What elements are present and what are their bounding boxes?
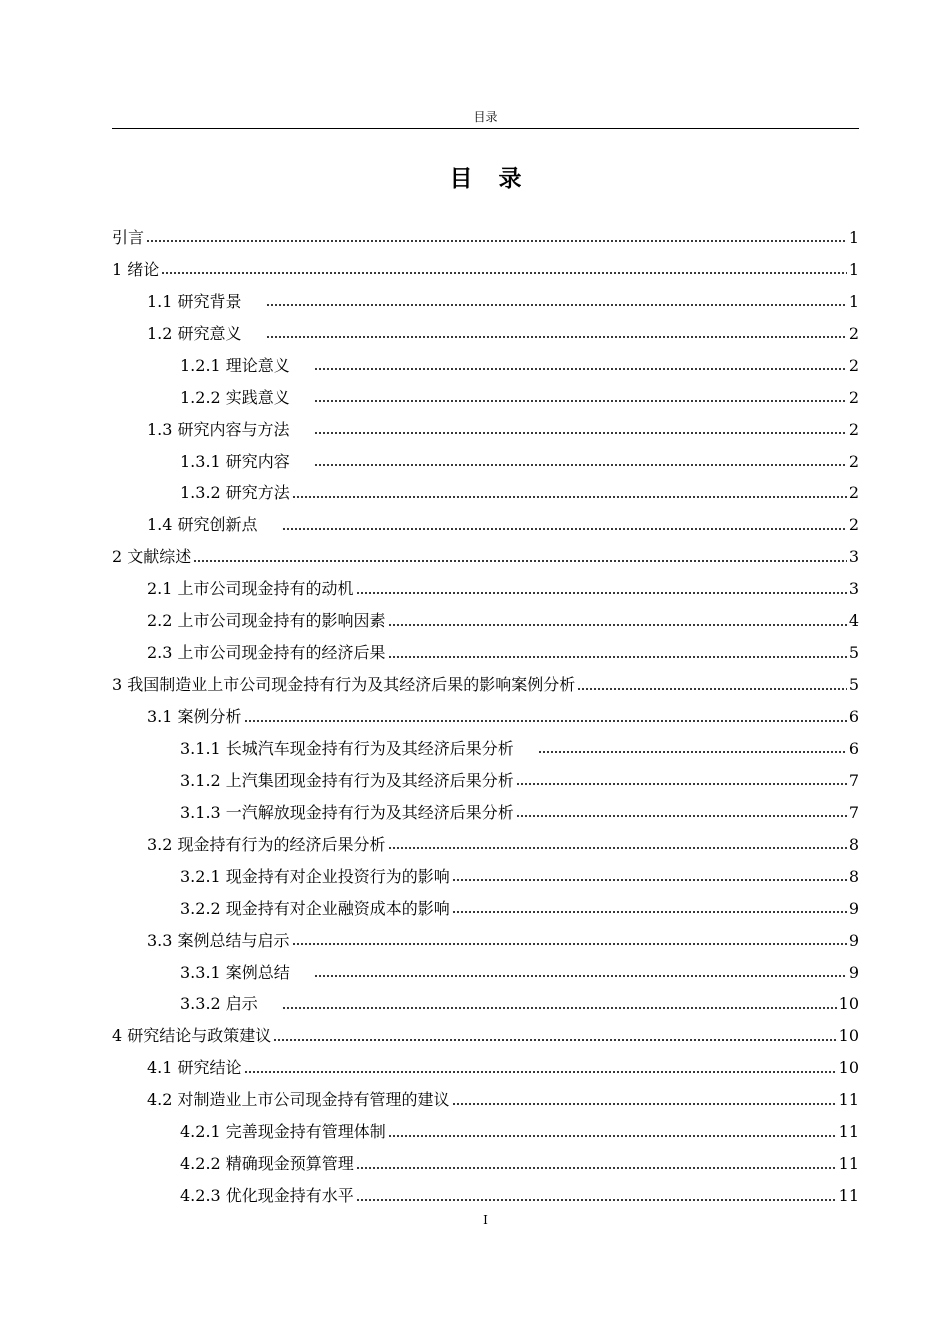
toc-entry-label: 3.3.2 启示	[180, 994, 258, 1014]
toc-entry-label: 4.2 对制造业上市公司现金持有管理的建议	[147, 1090, 450, 1110]
toc-entry-label: 2 文献综述	[112, 547, 192, 567]
toc-entry-page: 5	[848, 675, 859, 695]
toc-entry-label: 3.1.2 上汽集团现金持有行为及其经济后果分析	[180, 770, 514, 790]
toc-leader-dots	[282, 527, 847, 531]
toc-entry[interactable]	[112, 509, 859, 541]
toc-entry[interactable]	[112, 478, 859, 510]
toc-entry[interactable]	[112, 989, 859, 1021]
toc-leader-dots	[314, 399, 847, 403]
page-title-char-1: 目	[449, 166, 473, 192]
toc-leader-dots	[314, 463, 847, 467]
toc-entry-page: 10	[838, 1026, 859, 1046]
toc-entry-page: 9	[848, 930, 859, 950]
toc-entry-label: 1.1 研究背景	[147, 291, 242, 311]
toc-entry-label: 2.1 上市公司现金持有的动机	[147, 579, 354, 599]
running-header: 目录	[473, 110, 498, 124]
toc-entry-page: 1	[848, 259, 859, 279]
toc-leader-dots	[516, 814, 847, 818]
toc-entry-page: 2	[848, 355, 859, 375]
toc-entry-label: 4 研究结论与政策建议	[112, 1026, 272, 1046]
toc-entry[interactable]	[112, 541, 859, 573]
toc-entry[interactable]	[112, 1180, 859, 1212]
toc-entry[interactable]	[112, 414, 859, 446]
toc-entry-page: 11	[838, 1186, 859, 1206]
toc-entry[interactable]	[112, 573, 859, 605]
page-title	[112, 163, 859, 195]
toc-leader-dots	[282, 1006, 837, 1010]
toc-entry-page: 9	[848, 962, 859, 982]
toc-entry-label: 4.2.2 精确现金预算管理	[180, 1154, 354, 1174]
table-of-contents	[112, 222, 859, 1212]
toc-entry[interactable]	[112, 318, 859, 350]
toc-entry-label: 3.1.1 长城汽车现金持有行为及其经济后果分析	[180, 738, 514, 758]
toc-entry[interactable]	[112, 446, 859, 478]
toc-entry-label: 3.3 案例总结与启示	[147, 930, 290, 950]
toc-leader-dots	[314, 974, 847, 978]
toc-leader-dots	[452, 878, 847, 882]
toc-entry-label: 4.2.1 完善现金持有管理体制	[180, 1122, 386, 1142]
toc-entry[interactable]	[112, 957, 859, 989]
toc-entry[interactable]	[112, 925, 859, 957]
toc-entry[interactable]	[112, 797, 859, 829]
toc-entry-page: 3	[848, 579, 859, 599]
toc-entry[interactable]	[112, 286, 859, 318]
toc-entry-page: 10	[838, 1058, 859, 1078]
toc-entry[interactable]	[112, 1052, 859, 1084]
toc-entry[interactable]	[112, 1116, 859, 1148]
toc-entry-page: 3	[848, 547, 859, 567]
toc-leader-dots	[292, 942, 847, 946]
toc-entry[interactable]	[112, 861, 859, 893]
toc-entry-page: 2	[848, 419, 859, 439]
toc-entry-page: 7	[848, 770, 859, 790]
toc-entry-page: 10	[838, 994, 859, 1014]
toc-leader-dots	[356, 1198, 837, 1202]
toc-leader-dots	[266, 335, 847, 339]
toc-entry[interactable]	[112, 254, 859, 286]
toc-entry-page: 2	[848, 323, 859, 343]
toc-entry[interactable]	[112, 733, 859, 765]
toc-entry-label: 3 我国制造业上市公司现金持有行为及其经济后果的影响案例分析	[112, 675, 576, 695]
toc-leader-dots	[266, 303, 847, 307]
toc-entry-page: 2	[848, 515, 859, 535]
toc-leader-dots	[452, 1102, 837, 1106]
toc-leader-dots	[356, 591, 847, 595]
toc-entry-label: 3.2.1 现金持有对企业投资行为的影响	[180, 866, 450, 886]
toc-entry[interactable]	[112, 701, 859, 733]
toc-entry-label: 1.2.1 理论意义	[180, 355, 290, 375]
toc-entry-page: 4	[848, 611, 859, 631]
toc-entry[interactable]	[112, 765, 859, 797]
toc-entry-page: 2	[848, 387, 859, 407]
toc-entry-page: 2	[848, 483, 859, 503]
toc-entry-label: 2.3 上市公司现金持有的经济后果	[147, 643, 386, 663]
toc-leader-dots	[388, 846, 847, 850]
toc-entry-label: 1.4 研究创新点	[147, 515, 258, 535]
toc-leader-dots	[161, 271, 847, 275]
toc-entry-label: 1.2.2 实践意义	[180, 387, 290, 407]
toc-entry[interactable]	[112, 893, 859, 925]
toc-entry-page: 11	[838, 1154, 859, 1174]
toc-entry-page: 6	[848, 738, 859, 758]
toc-entry[interactable]	[112, 1020, 859, 1052]
toc-entry[interactable]	[112, 829, 859, 861]
header-rule	[112, 128, 859, 129]
toc-leader-dots	[244, 1070, 837, 1074]
toc-entry-page: 8	[848, 866, 859, 886]
toc-leader-dots	[516, 782, 847, 786]
toc-entry[interactable]	[112, 222, 859, 254]
toc-entry-label: 1.3.2 研究方法	[180, 483, 290, 503]
toc-entry-page: 1	[848, 227, 859, 247]
toc-entry[interactable]	[112, 382, 859, 414]
toc-leader-dots	[314, 431, 847, 435]
toc-leader-dots	[388, 623, 847, 627]
toc-leader-dots	[292, 495, 847, 499]
toc-entry-label: 3.2.2 现金持有对企业融资成本的影响	[180, 898, 450, 918]
toc-entry-page: 7	[848, 802, 859, 822]
toc-entry-label: 引言	[112, 227, 145, 247]
toc-entry-label: 1.3 研究内容与方法	[147, 419, 290, 439]
toc-leader-dots	[388, 1134, 837, 1138]
toc-leader-dots	[452, 910, 847, 914]
toc-entry-label: 3.1 案例分析	[147, 707, 242, 727]
toc-entry-label: 2.2 上市公司现金持有的影响因素	[147, 611, 386, 631]
toc-entry-page: 2	[848, 451, 859, 471]
page-number: I	[483, 1213, 488, 1227]
toc-entry-page: 9	[848, 898, 859, 918]
toc-entry-label: 3.3.1 案例总结	[180, 962, 290, 982]
toc-entry-label: 1.2 研究意义	[147, 323, 242, 343]
toc-entry[interactable]	[112, 350, 859, 382]
toc-entry-label: 4.2.3 优化现金持有水平	[180, 1186, 354, 1206]
toc-entry[interactable]	[112, 1084, 859, 1116]
toc-entry-page: 6	[848, 707, 859, 727]
toc-entry-page: 11	[838, 1090, 859, 1110]
toc-leader-dots	[314, 367, 847, 371]
toc-entry-page: 11	[838, 1122, 859, 1142]
toc-leader-dots	[193, 559, 847, 563]
toc-leader-dots	[388, 655, 847, 659]
toc-entry-page: 1	[848, 291, 859, 311]
page-title-char-2: 录	[498, 166, 522, 192]
toc-leader-dots	[538, 750, 847, 754]
toc-leader-dots	[244, 719, 847, 723]
toc-entry-label: 1 绪论	[112, 259, 160, 279]
toc-entry-page: 8	[848, 834, 859, 854]
toc-leader-dots	[146, 239, 847, 243]
toc-entry[interactable]	[112, 1148, 859, 1180]
toc-entry-page: 5	[848, 643, 859, 663]
toc-entry[interactable]	[112, 669, 859, 701]
toc-entry-label: 4.1 研究结论	[147, 1058, 242, 1078]
toc-leader-dots	[356, 1166, 837, 1170]
toc-entry[interactable]	[112, 637, 859, 669]
toc-entry-label: 3.1.3 一汽解放现金持有行为及其经济后果分析	[180, 802, 514, 822]
toc-entry[interactable]	[112, 605, 859, 637]
toc-entry-label: 1.3.1 研究内容	[180, 451, 290, 471]
toc-leader-dots	[577, 687, 847, 691]
toc-leader-dots	[273, 1038, 836, 1042]
toc-entry-label: 3.2 现金持有行为的经济后果分析	[147, 834, 386, 854]
